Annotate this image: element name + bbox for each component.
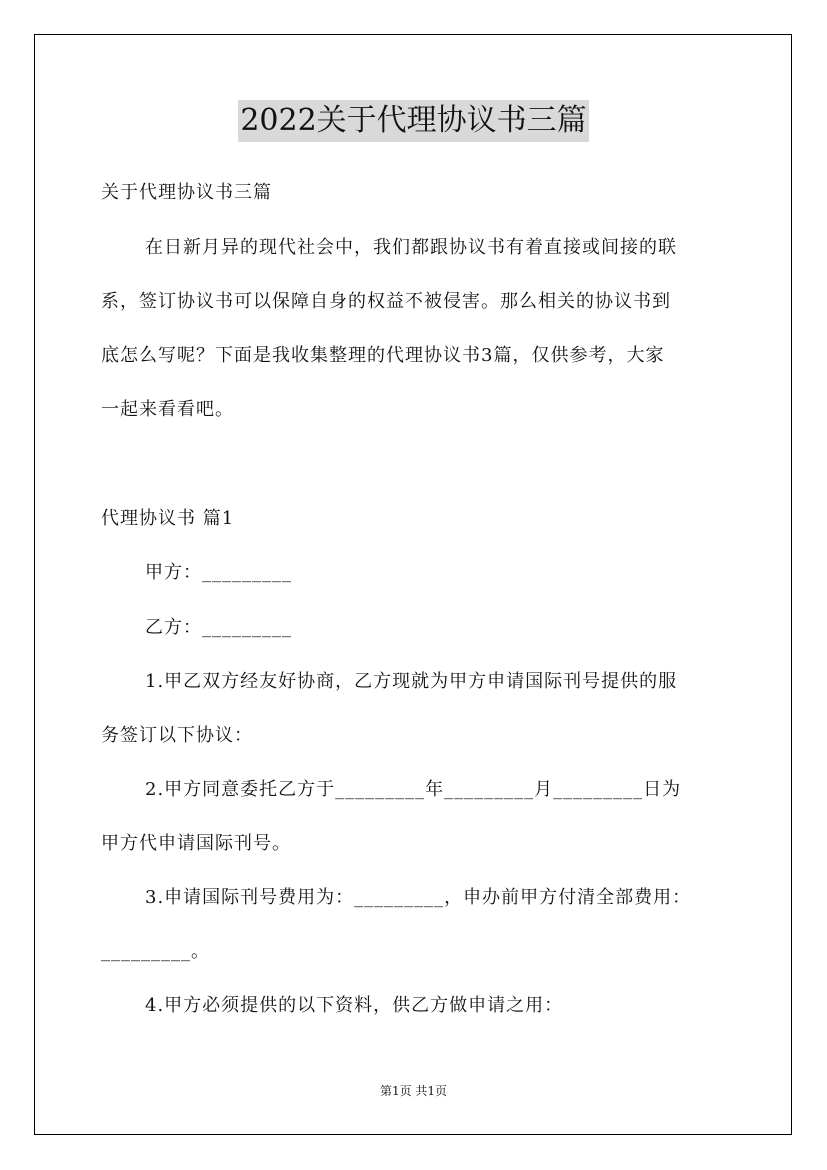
clause-line: 甲方代申请国际刊号。 bbox=[101, 833, 291, 854]
clause-line: 2.甲方同意委托乙方于_________年_________月_________日为 bbox=[145, 779, 682, 800]
party-a-line: 甲方：_________ bbox=[145, 562, 292, 583]
intro-line: 底怎么写呢？下面是我收集整理的代理协议书3篇，仅供参考，大家 bbox=[101, 345, 665, 366]
clause-line: 3.申请国际刊号费用为：_________，申办前甲方付清全部费用： bbox=[145, 887, 692, 908]
page-footer bbox=[0, 1083, 827, 1099]
party-b-line: 乙方：_________ bbox=[145, 617, 292, 638]
document-title bbox=[0, 100, 827, 142]
page-number: 第1页 共1页 bbox=[379, 1084, 448, 1098]
subtitle: 关于代理协议书三篇 bbox=[101, 182, 272, 203]
clause-line: 4.甲方必须提供的以下资料，供乙方做申请之用： bbox=[145, 995, 564, 1016]
intro-line: 一起来看看吧。 bbox=[101, 399, 234, 420]
intro-line: 在日新月异的现代社会中，我们都跟协议书有着直接或间接的联 bbox=[145, 237, 677, 258]
clause-line: 务签订以下协议： bbox=[101, 725, 253, 746]
section-heading: 代理协议书 篇1 bbox=[101, 508, 235, 529]
document-title-text: 2022关于代理协议书三篇 bbox=[238, 100, 588, 142]
clause-line: 1.甲乙双方经友好协商，乙方现就为甲方申请国际刊号提供的服 bbox=[145, 671, 678, 692]
intro-line: 系，签订协议书可以保障自身的权益不被侵害。那么相关的协议书到 bbox=[101, 291, 671, 312]
clause-line: _________。 bbox=[101, 941, 210, 962]
